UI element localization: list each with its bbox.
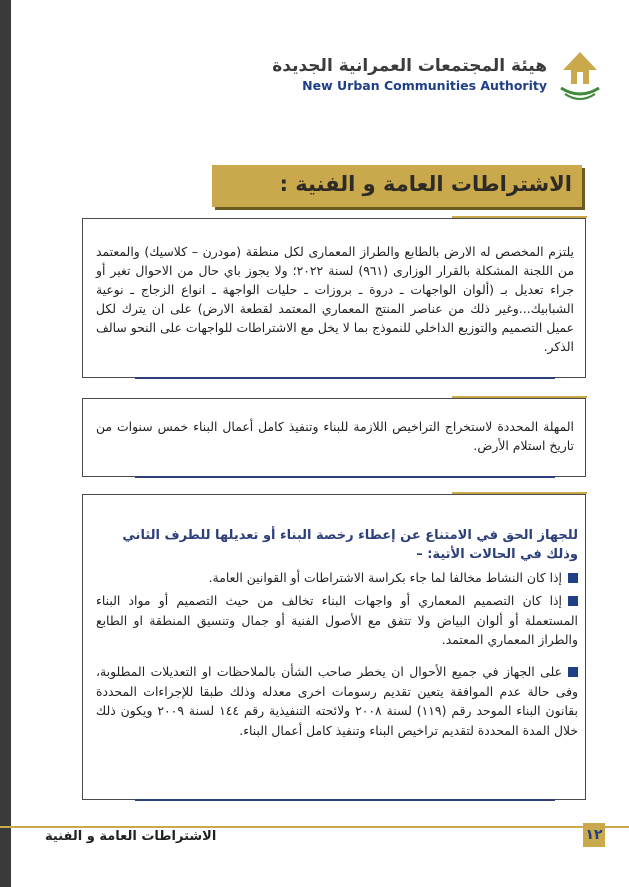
box-bottom-accent — [135, 799, 555, 801]
list-item — [96, 662, 578, 740]
box-top-accent — [452, 396, 587, 398]
bullet-square-icon — [568, 573, 578, 583]
list-item — [96, 591, 578, 650]
footer-title: الاشتراطات العامة و الفنية — [45, 829, 217, 844]
box-top-accent — [452, 216, 587, 218]
section-title-banner — [212, 165, 582, 207]
org-name-arabic: هيئة المجتمعات العمرانية الجديدة — [272, 56, 547, 76]
box-bottom-accent — [135, 377, 555, 379]
style-requirement-paragraph: يلتزم المخصص له الارض بالطابع والطراز المعمارى لكل منطقة (مودرن – كلاسيك) والمعتمد من اللجنة المشكلة بالقرار الوزارى (٩٦١) لسنة ٢٠٢٢؛ ولا يجوز باي حال من الاحوال تغير أو جراء تعديل بـ (ألوان الواجهات ـ دروة ـ بروزات ـ حليات الواجهة ـ انواع الزجاج ـ نوعية الشبابيك...وغير ذلك من عناصر المنتج المعماري المعتمد لقطعة الارض) على ان يترك لكل عميل التصميم والتوزيع الداخلي للنموذج بما لا يخل مع الاشتراطات للواجهات على النحو سالف الذكر. — [96, 244, 574, 354]
permit-period-paragraph: المهلة المحددة لاستخراج التراخيص اللازمة للبناء وتنفيذ كامل أعمال البناء خمس سنوات من تاريخ استلام الأرض. — [96, 419, 574, 453]
bullet-text: على الجهاز في جميع الأحوال ان يخطر صاحب الشأن بالملاحظات او التعديلات المطلوبة، وفى حالة عدم الموافقة يتعين تقديم رسومات اخرى معدله وذلك طبقا للإجراءات المحددة بقانون البناء الموحد رقم (١١٩) لسنة ٢٠٠٨ ولائحته التنفيذية رقم ١٤٤ لسنة ٢٠٠٩ ويكون ذلك خلال المدة المحددة لتقديم تراخيص البناء وتنفيذ كامل أعمال البناء. — [96, 664, 578, 738]
bullet-text: إذا كان النشاط مخالفا لما جاء بكراسة الاشتراطات أو القوانين العامة. — [208, 570, 562, 585]
header-logo — [272, 48, 605, 104]
page-edge-strip — [0, 0, 11, 887]
bullet-text: إذا كان التصميم المعماري أو واجهات البناء تخالف من حيث التصميم أو مواد البناء المستعملة أو ألوان البياض ولا تتفق مع الأصول الفنية أو جمال وتنسيق المنطقة او الطابع والطراز المعماري المعتمد. — [96, 593, 578, 647]
nuca-emblem-icon — [555, 48, 605, 104]
footer-rule — [0, 826, 629, 828]
org-name-english: New Urban Communities Authority — [302, 78, 547, 93]
section-title: الاشتراطات العامة و الفنية : — [279, 172, 572, 196]
box-bottom-accent — [135, 476, 555, 478]
refusal-heading: للجهاز الحق في الامتناع عن إعطاء رخصة البناء أو تعديلها للطرف الثاني وذلك في الحالات الأتية: – — [122, 528, 578, 562]
page-number: ١٢ — [583, 823, 605, 847]
box-top-accent — [452, 492, 587, 494]
bullet-square-icon — [568, 667, 578, 677]
bullet-square-icon — [568, 596, 578, 606]
list-item — [96, 568, 578, 588]
